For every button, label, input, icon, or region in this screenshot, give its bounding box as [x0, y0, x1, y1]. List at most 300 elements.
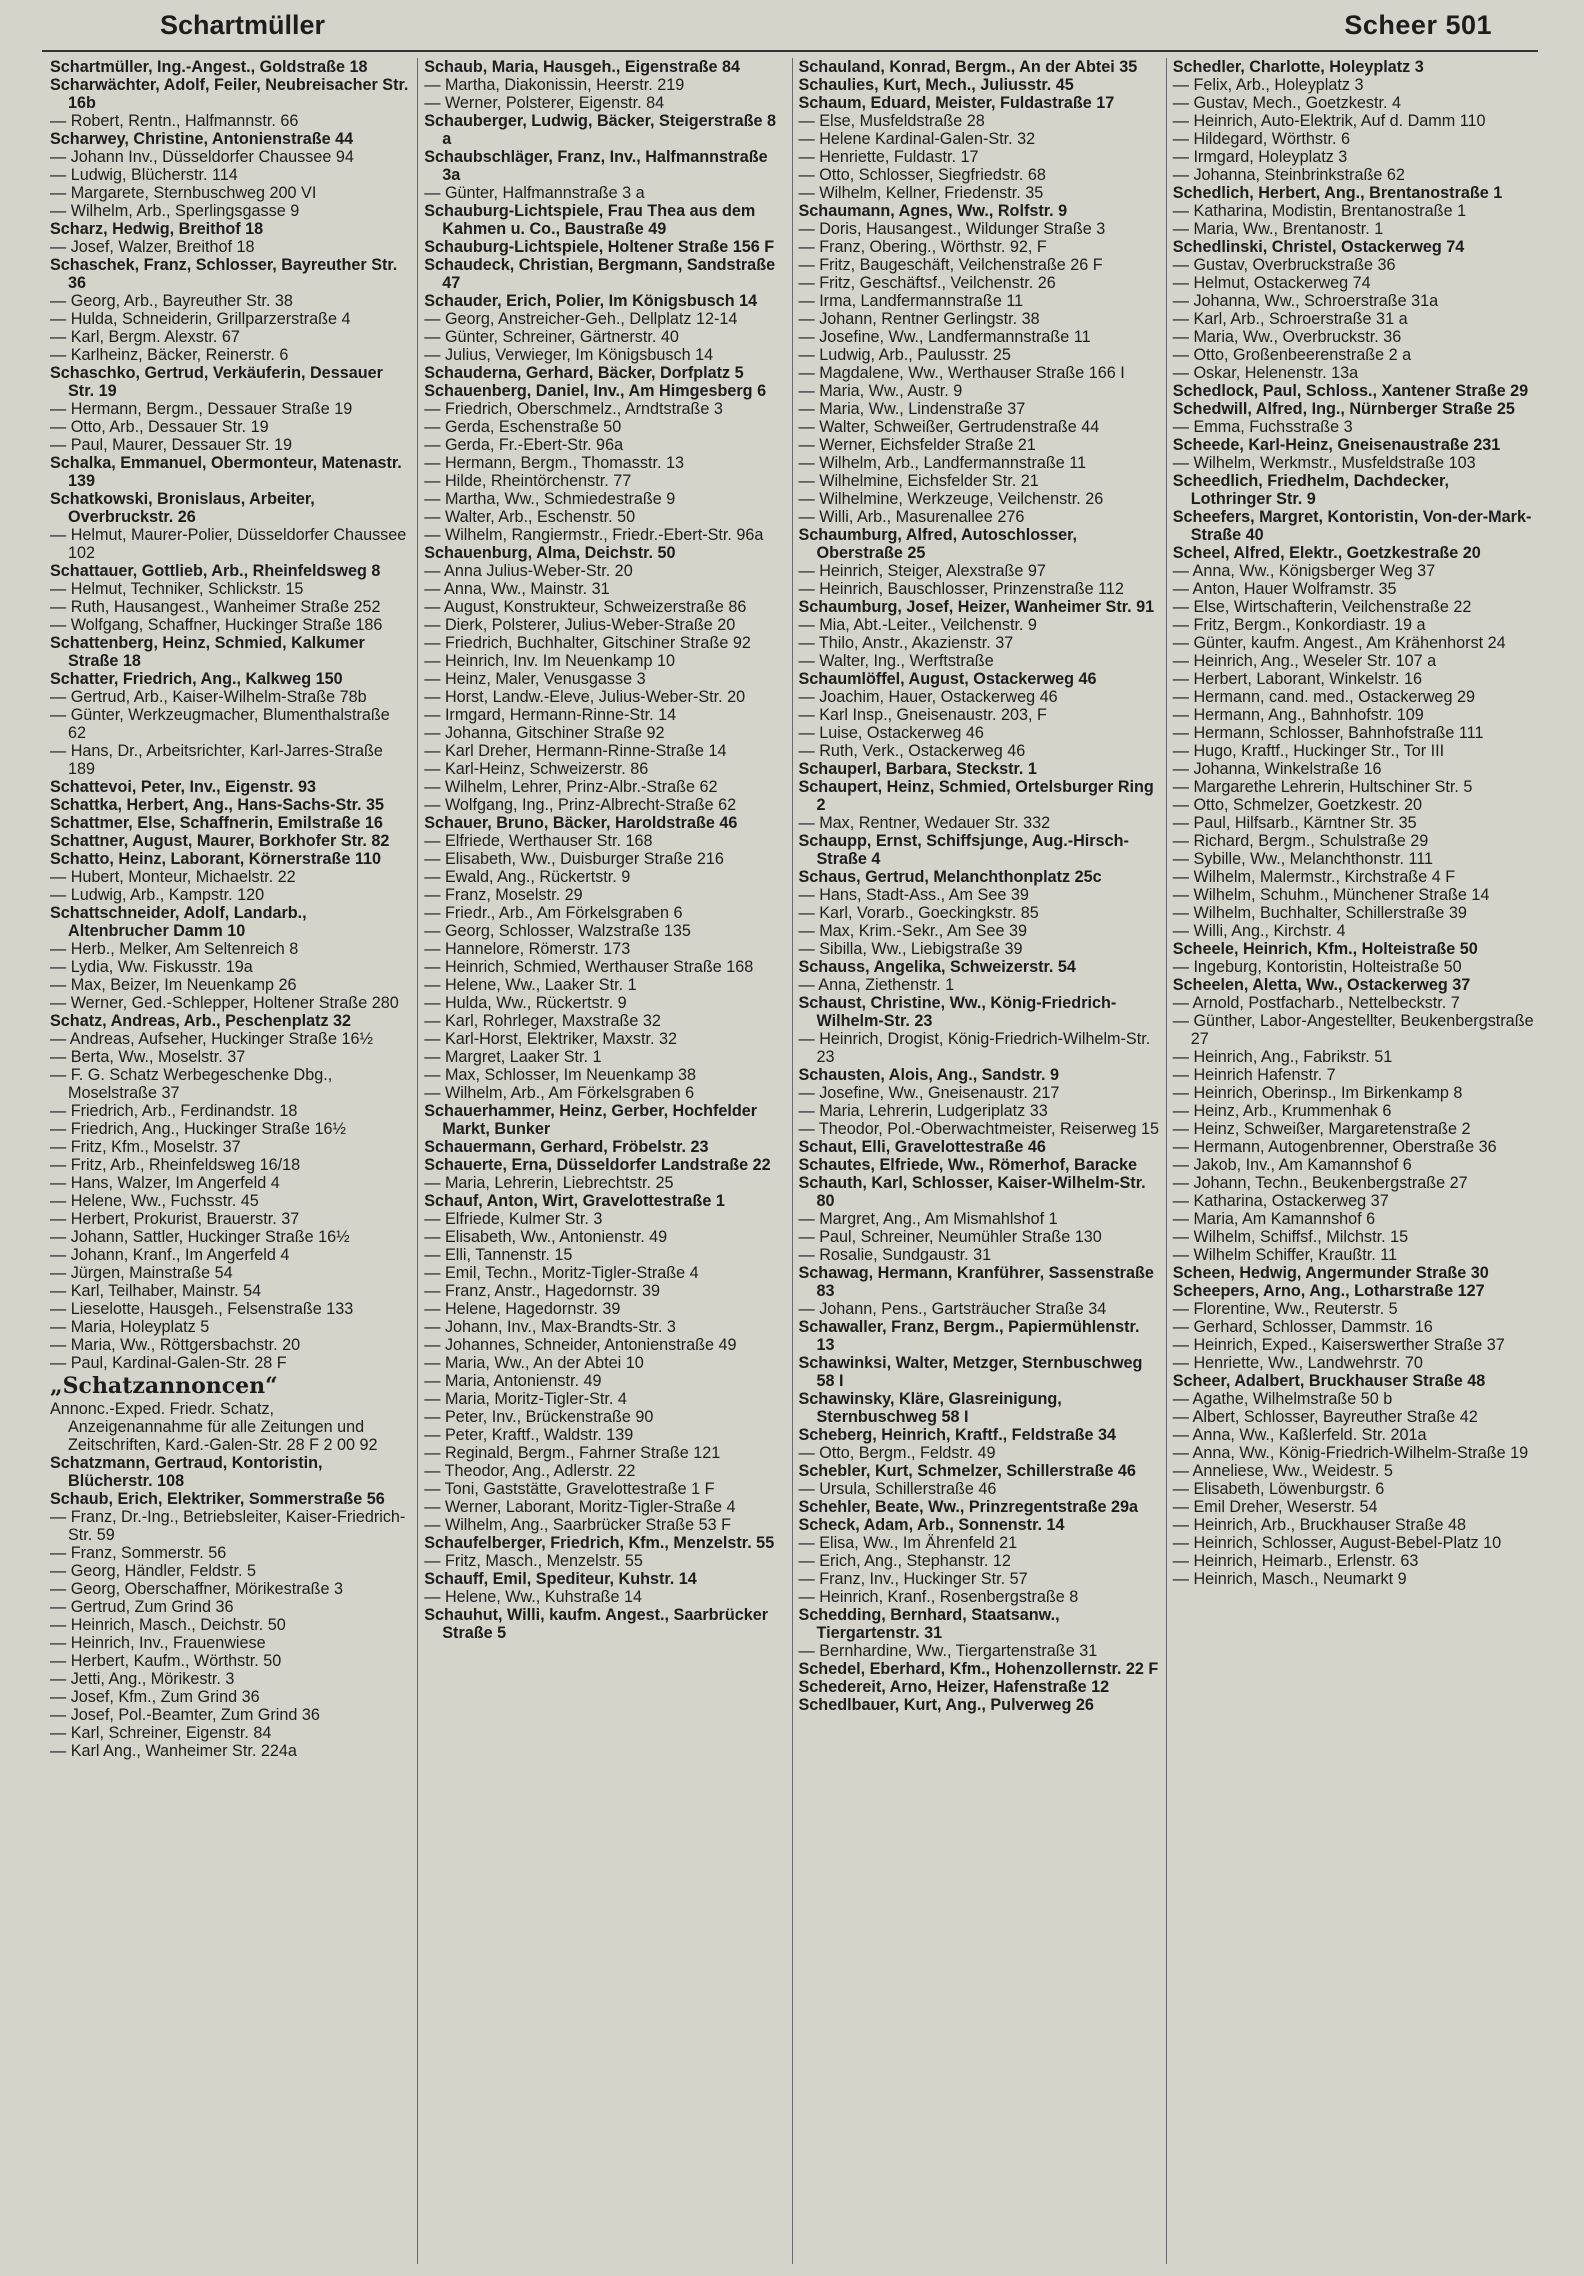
directory-sub-entry: — Wilhelm, Schiffsf., Milchstr. 15: [1173, 1228, 1534, 1246]
directory-entry: Schatto, Heinz, Laborant, Körnerstraße 110: [50, 850, 382, 868]
directory-sub-entry: — Karl, Schreiner, Eigenstr. 84: [50, 1724, 411, 1742]
directory-entry: Schaudeck, Christian, Bergmann, Sandstraße 47: [424, 256, 776, 292]
directory-sub-entry: — Ludwig, Arb., Kampstr. 120: [50, 886, 411, 904]
directory-sub-entry: — Helmut, Ostackerweg 74: [1173, 274, 1534, 292]
directory-sub-entry: — Herbert, Kaufm., Wörthstr. 50: [50, 1652, 411, 1670]
directory-entry: Schattmer, Else, Schaffnerin, Emilstraße 16: [50, 814, 383, 832]
directory-sub-entry: — Maria, Holeyplatz 5: [50, 1318, 411, 1336]
directory-entry: Schauland, Konrad, Bergm., An der Abtei 35: [798, 58, 1138, 76]
directory-sub-entry: — Sybille, Ww., Melanchthonstr. 111: [1173, 850, 1534, 868]
directory-sub-entry: — Willi, Arb., Masurenallee 276: [799, 508, 1160, 526]
directory-sub-entry: — Richard, Bergm., Schulstraße 29: [1173, 832, 1534, 850]
directory-entry: Schaschek, Franz, Schlosser, Bayreuther Str. 36: [50, 256, 398, 292]
directory-entry: Scheel, Alfred, Elektr., Goetzkestraße 20: [1172, 544, 1481, 562]
directory-sub-entry: — Hubert, Monteur, Michaelstr. 22: [50, 868, 411, 886]
directory-entry: Schauderna, Gerhard, Bäcker, Dorfplatz 5: [424, 364, 744, 382]
directory-sub-entry: — Toni, Gaststätte, Gravelottestraße 1 F: [424, 1480, 785, 1498]
directory-sub-entry: — Hans, Walzer, Im Angerfeld 4: [50, 1174, 411, 1192]
directory-sub-entry: — Josef, Kfm., Zum Grind 36: [50, 1688, 411, 1706]
directory-sub-entry: — Johann, Kranf., Im Angerfeld 4: [50, 1246, 411, 1264]
directory-sub-entry: — Franz, Obering., Wörthstr. 92, F: [799, 238, 1160, 256]
directory-sub-entry: — Georg, Oberschaffner, Mörikestraße 3: [50, 1580, 411, 1598]
directory-entry: Scheen, Hedwig, Angermunder Straße 30: [1172, 1264, 1489, 1282]
directory-entry: Schedlich, Herbert, Ang., Brentanostraße 1: [1172, 184, 1503, 202]
column-4: [1167, 58, 1540, 2264]
directory-sub-entry: — Maria, Ww., Overbruckstr. 36: [1173, 328, 1534, 346]
directory-sub-entry: — Maria, Ww., Austr. 9: [799, 382, 1160, 400]
directory-sub-entry: — Maria, Lehrerin, Ludgeriplatz 33: [799, 1102, 1160, 1120]
directory-sub-entry: — Wilhelm, Kellner, Friedenstr. 35: [799, 184, 1160, 202]
directory-sub-entry: — Jürgen, Mainstraße 54: [50, 1264, 411, 1282]
directory-sub-entry: — Karl, Vorarb., Goeckingkstr. 85: [799, 904, 1160, 922]
directory-sub-entry: — Heinrich, Masch., Neumarkt 9: [1173, 1570, 1534, 1588]
directory-sub-entry: — Anneliese, Ww., Weidestr. 5: [1173, 1462, 1534, 1480]
directory-sub-entry: — Anna Julius-Weber-Str. 20: [424, 562, 785, 580]
directory-sub-entry: — Maria, Ww., Lindenstraße 37: [799, 400, 1160, 418]
directory-sub-entry: — Anna, Ziethenstr. 1: [799, 976, 1160, 994]
directory-sub-entry: — Hermann, Ang., Bahnhofstr. 109: [1173, 706, 1534, 724]
directory-sub-entry: — Theodor, Ang., Adlerstr. 22: [424, 1462, 785, 1480]
directory-sub-entry: — Henriette, Ww., Landwehrstr. 70: [1173, 1354, 1534, 1372]
directory-sub-entry: — Heinrich, Exped., Kaiserswerther Straße 37: [1173, 1336, 1534, 1354]
directory-sub-entry: — Margret, Ang., Am Mismahlshof 1: [799, 1210, 1160, 1228]
directory-entry: Scheede, Karl-Heinz, Gneisenaustraße 231: [1172, 436, 1501, 454]
directory-entry: Schaumann, Agnes, Ww., Rolfstr. 9: [798, 202, 1068, 220]
directory-sub-entry: — Wilhelm, Ang., Saarbrücker Straße 53 F: [424, 1516, 785, 1534]
directory-sub-entry: — Maria, Ww., An der Abtei 10: [424, 1354, 785, 1372]
directory-sub-entry: — Friedrich, Arb., Ferdinandstr. 18: [50, 1102, 411, 1120]
directory-entry: Schedel, Eberhard, Kfm., Hohenzollernstr. 22 F: [798, 1660, 1159, 1678]
directory-entry: Schattschneider, Adolf, Landarb., Altenbrucher Damm 10: [50, 904, 307, 940]
directory-sub-entry: — Rosalie, Sundgaustr. 31: [799, 1246, 1160, 1264]
directory-entry: Schauberger, Ludwig, Bäcker, Steigerstraße 8 a: [424, 112, 777, 148]
directory-sub-entry: — Ruth, Verk., Ostackerweg 46: [799, 742, 1160, 760]
directory-sub-entry: — Hildegard, Wörthstr. 6: [1173, 130, 1534, 148]
directory-sub-entry: — Franz, Sommerstr. 56: [50, 1544, 411, 1562]
directory-sub-entry: — Lydia, Ww. Fiskusstr. 19a: [50, 958, 411, 976]
directory-sub-entry: — Max, Krim.-Sekr., Am See 39: [799, 922, 1160, 940]
directory-sub-entry: — Hugo, Kraftf., Huckinger Str., Tor III: [1173, 742, 1534, 760]
directory-sub-entry: — Wilhelm, Arb., Am Förkelsgraben 6: [424, 1084, 785, 1102]
directory-entry: Scharz, Hedwig, Breithof 18: [50, 220, 264, 238]
directory-sub-entry: — Ruth, Hausangest., Wanheimer Straße 252: [50, 598, 411, 616]
directory-sub-entry: — Helene, Ww., Fuchsstr. 45: [50, 1192, 411, 1210]
directory-entry: Schaub, Maria, Hausgeh., Eigenstraße 84: [424, 58, 741, 76]
directory-sub-entry: — F. G. Schatz Werbegeschenke Dbg., Moselstraße 37: [50, 1066, 411, 1102]
directory-sub-entry: — Wolfgang, Schaffner, Huckinger Straße 186: [50, 616, 411, 634]
page-header: [0, 0, 1584, 52]
directory-sub-entry: — Margret, Laaker Str. 1: [424, 1048, 785, 1066]
directory-entry: Schattka, Herbert, Ang., Hans-Sachs-Str. 35: [50, 796, 385, 814]
directory-entry: Schaub, Erich, Elektriker, Sommerstraße 56: [50, 1490, 385, 1508]
directory-sub-entry: — Günter, Schreiner, Gärtnerstr. 40: [424, 328, 785, 346]
directory-sub-entry: — Helene, Ww., Laaker Str. 1: [424, 976, 785, 994]
directory-sub-entry: — Günter, Halfmannstraße 3 a: [424, 184, 785, 202]
directory-entry: Schauerte, Erna, Düsseldorfer Landstraße 22: [424, 1156, 771, 1174]
directory-entry: Scheberg, Heinrich, Kraftf., Feldstraße 34: [798, 1426, 1117, 1444]
directory-sub-entry: — Otto, Bergm., Feldstr. 49: [799, 1444, 1160, 1462]
directory-sub-entry: — Gustav, Mech., Goetzkestr. 4: [1173, 94, 1534, 112]
directory-entry: Schauss, Angelika, Schweizerstr. 54: [798, 958, 1076, 976]
directory-sub-entry: — Helene, Ww., Kuhstraße 14: [424, 1588, 785, 1606]
directory-sub-entry: — Heinrich, Schmied, Werthauser Straße 168: [424, 958, 785, 976]
directory-sub-entry: — Johannes, Schneider, Antonienstraße 49: [424, 1336, 785, 1354]
directory-sub-entry: — Anton, Hauer Wolframstr. 35: [1173, 580, 1534, 598]
header-last-name-page-number: Scheer 501: [1344, 10, 1492, 40]
directory-sub-entry: — Else, Musfeldstraße 28: [799, 112, 1160, 130]
directory-entry: Schatzmann, Gertraud, Kontoristin, Blücherstr. 108: [50, 1454, 323, 1490]
directory-entry: Scheer, Adalbert, Bruckhauser Straße 48: [1172, 1372, 1486, 1390]
directory-sub-entry: — Georg, Anstreicher-Geh., Dellplatz 12-14: [424, 310, 785, 328]
directory-sub-entry: — Karl, Bergm. Alexstr. 67: [50, 328, 411, 346]
directory-entry: Schalka, Emmanuel, Obermonteur, Matenastr. 139: [50, 454, 402, 490]
directory-sub-entry: — Karl, Arb., Schroerstraße 31 a: [1173, 310, 1534, 328]
directory-sub-entry: — Agathe, Wilhelmstraße 50 b: [1173, 1390, 1534, 1408]
directory-entry: Schedding, Bernhard, Staatsanw., Tiergartenstr. 31: [798, 1606, 1060, 1642]
directory-entry: Schawag, Hermann, Kranführer, Sassenstraße 83: [798, 1264, 1154, 1300]
directory-entry: Schattner, August, Maurer, Borkhofer Str. 82: [50, 832, 390, 850]
directory-sub-entry: — Arnold, Postfacharb., Nettelbeckstr. 7: [1173, 994, 1534, 1012]
directory-entry: Schattenberg, Heinz, Schmied, Kalkumer Straße 18: [50, 634, 365, 670]
directory-entry: Scheele, Heinrich, Kfm., Holteistraße 50: [1172, 940, 1478, 958]
directory-sub-entry: — Heinrich, Kranf., Rosenbergstraße 8: [799, 1588, 1160, 1606]
directory-sub-entry: — Elli, Tannenstr. 15: [424, 1246, 785, 1264]
directory-entry: Schedereit, Arno, Heizer, Hafenstraße 12: [798, 1678, 1110, 1696]
directory-entry: Schauer, Bruno, Bäcker, Haroldstraße 46: [424, 814, 738, 832]
directory-sub-entry: — Werner, Eichsfelder Straße 21: [799, 436, 1160, 454]
directory-entry: Schatz, Andreas, Arb., Peschenplatz 32: [50, 1012, 352, 1030]
directory-entry: Schaubschläger, Franz, Inv., Halfmannstraße 3a: [424, 148, 768, 184]
directory-sub-entry: — Herbert, Laborant, Winkelstr. 16: [1173, 670, 1534, 688]
directory-sub-entry: — Elisabeth, Ww., Duisburger Straße 216: [424, 850, 785, 868]
directory-entry: Schedwill, Alfred, Ing., Nürnberger Straße 25: [1172, 400, 1515, 418]
directory-sub-entry: — Paul, Schreiner, Neumühler Straße 130: [799, 1228, 1160, 1246]
directory-sub-entry: — Martha, Diakonissin, Heerstr. 219: [424, 76, 785, 94]
directory-sub-entry: — Gerda, Fr.-Ebert-Str. 96a: [424, 436, 785, 454]
directory-sub-entry: — Max, Beizer, Im Neuenkamp 26: [50, 976, 411, 994]
directory-sub-entry: — Heinrich, Heimarb., Erlenstr. 63: [1173, 1552, 1534, 1570]
directory-entry: Schedler, Charlotte, Holeyplatz 3: [1172, 58, 1424, 76]
directory-sub-entry: — Hilde, Rheintörchenstr. 77: [424, 472, 785, 490]
directory-entry: Schauerhammer, Heinz, Gerber, Hochfelder Markt, Bunker: [424, 1102, 758, 1138]
directory-sub-entry: — Wolfgang, Ing., Prinz-Albrecht-Straße 62: [424, 796, 785, 814]
directory-sub-entry: — Elfriede, Kulmer Str. 3: [424, 1210, 785, 1228]
directory-entry: Schehler, Beate, Ww., Prinzregentstraße 29a: [798, 1498, 1138, 1516]
directory-sub-entry: — Franz, Dr.-Ing., Betriebsleiter, Kaiser-Friedrich-Str. 59: [50, 1508, 411, 1544]
directory-entry: Schaschko, Gertrud, Verkäuferin, Dessauer Str. 19: [50, 364, 383, 400]
directory-sub-entry: — Wilhelm, Arb., Sperlingsgasse 9: [50, 202, 411, 220]
directory-entry: Scheepers, Arno, Ang., Lotharstraße 127: [1172, 1282, 1485, 1300]
directory-sub-entry: — Otto, Großenbeerenstraße 2 a: [1173, 346, 1534, 364]
directory-sub-entry: — Hermann, Schlosser, Bahnhofstraße 111: [1173, 724, 1534, 742]
directory-sub-entry: — Maria, Lehrerin, Liebrechtstr. 25: [424, 1174, 785, 1192]
directory-sub-entry: — Gerhard, Schlosser, Dammstr. 16: [1173, 1318, 1534, 1336]
directory-sub-entry: — Heinrich, Oberinsp., Im Birkenkamp 8: [1173, 1084, 1534, 1102]
directory-sub-entry: — Fritz, Geschäftsf., Veilchenstr. 26: [799, 274, 1160, 292]
directory-sub-entry: — Karl, Teilhaber, Mainstr. 54: [50, 1282, 411, 1300]
directory-sub-entry: — Werner, Polsterer, Eigenstr. 84: [424, 94, 785, 112]
directory-sub-entry: — Maria, Ww., Röttgersbachstr. 20: [50, 1336, 411, 1354]
directory-sub-entry: — Günter, Werkzeugmacher, Blumenthalstraße 62: [50, 706, 411, 742]
directory-sub-entry: — Otto, Schmelzer, Goetzkestr. 20: [1173, 796, 1534, 814]
directory-sub-entry: — Sibilla, Ww., Liebigstraße 39: [799, 940, 1160, 958]
directory-sub-entry: — Helmut, Techniker, Schlickstr. 15: [50, 580, 411, 598]
directory-entry: Schauder, Erich, Polier, Im Königsbusch 14: [424, 292, 758, 310]
directory-entry: Schauff, Emil, Spediteur, Kuhstr. 14: [424, 1570, 697, 1588]
directory-sub-entry: — Hannelore, Römerstr. 173: [424, 940, 785, 958]
directory-sub-entry: — Dierk, Polsterer, Julius-Weber-Straße 20: [424, 616, 785, 634]
directory-sub-entry: — Erich, Ang., Stephanstr. 12: [799, 1552, 1160, 1570]
directory-sub-entry: — Bernhardine, Ww., Tiergartenstraße 31: [799, 1642, 1160, 1660]
directory-entry: Schautes, Elfriede, Ww., Römerhof, Baracke: [798, 1156, 1138, 1174]
directory-sub-entry: — Johanna, Winkelstraße 16: [1173, 760, 1534, 778]
directory-sub-entry: — Fritz, Masch., Menzelstr. 55: [424, 1552, 785, 1570]
directory-sub-entry: — Elisabeth, Löwenburgstr. 6: [1173, 1480, 1534, 1498]
directory-sub-entry: — Werner, Ged.-Schlepper, Holtener Straße 280: [50, 994, 411, 1012]
directory-sub-entry: — Hermann, Autogenbrenner, Oberstraße 36: [1173, 1138, 1534, 1156]
directory-sub-entry: — Paul, Hilfsarb., Kärntner Str. 35: [1173, 814, 1534, 832]
directory-sub-entry: — Fritz, Kfm., Moselstr. 37: [50, 1138, 411, 1156]
directory-sub-entry: — Franz, Moselstr. 29: [424, 886, 785, 904]
directory-sub-entry: — Karl, Rohrleger, Maxstraße 32: [424, 1012, 785, 1030]
advertisement-title: „Schatzannoncen“: [50, 1373, 278, 1399]
directory-sub-entry: — Andreas, Aufseher, Huckinger Straße 16½: [50, 1030, 411, 1048]
directory-sub-entry: — Elisabeth, Ww., Antonienstr. 49: [424, 1228, 785, 1246]
directory-sub-entry: — Friedrich, Buchhalter, Gitschiner Straße 92: [424, 634, 785, 652]
directory-sub-entry: — Wilhelm, Rangiermstr., Friedr.-Ebert-Str. 96a: [424, 526, 785, 544]
directory-sub-entry: — Fritz, Bergm., Konkordiastr. 19 a: [1173, 616, 1534, 634]
directory-sub-entry: — Hermann, Bergm., Thomasstr. 13: [424, 454, 785, 472]
directory-sub-entry: — Else, Wirtschafterin, Veilchenstraße 22: [1173, 598, 1534, 616]
directory-sub-entry: — Johanna, Gitschiner Straße 92: [424, 724, 785, 742]
directory-sub-entry: — Gustav, Overbruckstraße 36: [1173, 256, 1534, 274]
directory-sub-entry: — Ludwig, Blücherstr. 114: [50, 166, 411, 184]
directory-sub-entry: — Maria, Antonienstr. 49: [424, 1372, 785, 1390]
directory-sub-entry: — Elfriede, Werthauser Str. 168: [424, 832, 785, 850]
directory-sub-entry: — Helene, Hagedornstr. 39: [424, 1300, 785, 1318]
directory-sub-entry: — Herbert, Prokurist, Brauerstr. 37: [50, 1210, 411, 1228]
directory-sub-entry: — Emil, Techn., Moritz-Tigler-Straße 4: [424, 1264, 785, 1282]
column-3: [793, 58, 1167, 2264]
directory-sub-entry: — Helene Kardinal-Galen-Str. 32: [799, 130, 1160, 148]
directory-sub-entry: — Wilhelmine, Werkzeuge, Veilchenstr. 26: [799, 490, 1160, 508]
directory-sub-entry: — Maria, Ww., Brentanostr. 1: [1173, 220, 1534, 238]
directory-entry: Schattauer, Gottlieb, Arb., Rheinfeldsweg 8: [50, 562, 381, 580]
directory-entry: Schebler, Kurt, Schmelzer, Schillerstraße 46: [798, 1462, 1136, 1480]
directory-sub-entry: — Wilhelmine, Eichsfelder Str. 21: [799, 472, 1160, 490]
directory-entry: Schawinksi, Walter, Metzger, Sternbuschweg 58 I: [798, 1354, 1143, 1390]
directory-sub-entry: — Karl-Horst, Elektriker, Maxstr. 32: [424, 1030, 785, 1048]
directory-sub-entry: — Heinrich, Steiger, Alexstraße 97: [799, 562, 1160, 580]
directory-entry: Schedlbauer, Kurt, Ang., Pulverweg 26: [798, 1696, 1094, 1714]
directory-sub-entry: — Magdalene, Ww., Werthauser Straße 166 I: [799, 364, 1160, 382]
directory-sub-entry: — Thilo, Anstr., Akazienstr. 37: [799, 634, 1160, 652]
directory-sub-entry: — Georg, Händler, Feldstr. 5: [50, 1562, 411, 1580]
directory-sub-entry: — Josefine, Ww., Gneisenaustr. 217: [799, 1084, 1160, 1102]
directory-sub-entry: — Horst, Landw.-Eleve, Julius-Weber-Str. 20: [424, 688, 785, 706]
directory-sub-entry: — Hans, Dr., Arbeitsrichter, Karl-Jarres-Straße 189: [50, 742, 411, 778]
header-first-name: Schartmüller: [160, 10, 326, 40]
directory-sub-entry: — Josef, Walzer, Breithof 18: [50, 238, 411, 256]
directory-sub-entry: — Gerda, Eschenstraße 50: [424, 418, 785, 436]
directory-sub-entry: — Willi, Ang., Kirchstr. 4: [1173, 922, 1534, 940]
directory-entry: Schawinsky, Kläre, Glasreinigung, Sternbuschweg 58 I: [798, 1390, 1062, 1426]
directory-sub-entry: — Gertrud, Zum Grind 36: [50, 1598, 411, 1616]
directory-sub-entry: — Luise, Ostackerweg 46: [799, 724, 1160, 742]
directory-sub-entry: — Johanna, Steinbrinkstraße 62: [1173, 166, 1534, 184]
column-2: [418, 58, 792, 2264]
directory-sub-entry: — Johann, Sattler, Huckinger Straße 16½: [50, 1228, 411, 1246]
directory-entry: Scheefers, Margret, Kontoristin, Von-der-Mark-Straße 40: [1172, 508, 1532, 544]
directory-sub-entry: — Berta, Ww., Moselstr. 37: [50, 1048, 411, 1066]
directory-sub-entry: — Wilhelm, Buchhalter, Schillerstraße 39: [1173, 904, 1534, 922]
directory-sub-entry: — Heinrich, Bauschlosser, Prinzenstraße 112: [799, 580, 1160, 598]
directory-sub-entry: — Josef, Pol.-Beamter, Zum Grind 36: [50, 1706, 411, 1724]
directory-sub-entry: — Wilhelm, Malermstr., Kirchstraße 4 F: [1173, 868, 1534, 886]
directory-sub-entry: — Heinrich, Schlosser, August-Bebel-Platz 10: [1173, 1534, 1534, 1552]
directory-sub-entry: — Anna, Ww., Mainstr. 31: [424, 580, 785, 598]
directory-entry: Schauburg-Lichtspiele, Frau Thea aus dem Kahmen u. Co., Baustraße 49: [424, 202, 756, 238]
directory-sub-entry: — Werner, Laborant, Moritz-Tigler-Straße 4: [424, 1498, 785, 1516]
directory-entry: Schauth, Karl, Schlosser, Kaiser-Wilhelm-Str. 80: [798, 1174, 1146, 1210]
directory-sub-entry: — Reginald, Bergm., Fahrner Straße 121: [424, 1444, 785, 1462]
directory-sub-entry: — Anna, Ww., Kaßlerfeld. Str. 201a: [1173, 1426, 1534, 1444]
directory-sub-entry: — Friedrich, Oberschmelz., Arndtstraße 3: [424, 400, 785, 418]
directory-entry: Schaum, Eduard, Meister, Fuldastraße 17: [798, 94, 1115, 112]
directory-sub-entry: — Joachim, Hauer, Ostackerweg 46: [799, 688, 1160, 706]
directory-sub-entry: — Albert, Schlosser, Bayreuther Straße 42: [1173, 1408, 1534, 1426]
directory-sub-entry: — Hulda, Ww., Rückertstr. 9: [424, 994, 785, 1012]
directory-sub-entry: — Franz, Inv., Huckinger Str. 57: [799, 1570, 1160, 1588]
directory-entry: Schaufelberger, Friedrich, Kfm., Menzelstr. 55: [424, 1534, 775, 1552]
directory-sub-entry: — Karlheinz, Bäcker, Reinerstr. 6: [50, 346, 411, 364]
directory-sub-entry: — Paul, Maurer, Dessauer Str. 19: [50, 436, 411, 454]
directory-sub-entry: — Henriette, Fuldastr. 17: [799, 148, 1160, 166]
directory-sub-entry: — Elisa, Ww., Im Ährenfeld 21: [799, 1534, 1160, 1552]
directory-entry: Schauf, Anton, Wirt, Gravelottestraße 1: [424, 1192, 725, 1210]
directory-sub-entry: — Karl Insp., Gneisenaustr. 203, F: [799, 706, 1160, 724]
directory-sub-entry: — August, Konstrukteur, Schweizerstraße 86: [424, 598, 785, 616]
directory-sub-entry: — Felix, Arb., Holeyplatz 3: [1173, 76, 1534, 94]
directory-entry: Schauermann, Gerhard, Fröbelstr. 23: [424, 1138, 709, 1156]
directory-sub-entry: — Fritz, Baugeschäft, Veilchenstraße 26 F: [799, 256, 1160, 274]
directory-sub-entry: — Walter, Schweißer, Gertrudenstraße 44: [799, 418, 1160, 436]
directory-sub-entry: — Margarethe Lehrerin, Hultschiner Str. 5: [1173, 778, 1534, 796]
directory-sub-entry: — Max, Schlosser, Im Neuenkamp 38: [424, 1066, 785, 1084]
column-1: [44, 58, 418, 2264]
directory-sub-entry: — Heinrich, Auto-Elektrik, Auf d. Damm 110: [1173, 112, 1534, 130]
directory-sub-entry: — Wilhelm, Lehrer, Prinz-Albr.-Straße 62: [424, 778, 785, 796]
directory-sub-entry: — Mia, Abt.-Leiter., Veilchenstr. 9: [799, 616, 1160, 634]
directory-sub-entry: — Heinrich, Inv. Im Neuenkamp 10: [424, 652, 785, 670]
directory-sub-entry: — Irmgard, Holeyplatz 3: [1173, 148, 1534, 166]
directory-sub-entry: — Julius, Verwieger, Im Königsbusch 14: [424, 346, 785, 364]
directory-sub-entry: — Martha, Ww., Schmiedestraße 9: [424, 490, 785, 508]
directory-sub-entry: — Otto, Arb., Dessauer Str. 19: [50, 418, 411, 436]
directory-sub-entry: — Heinrich, Ang., Fabrikstr. 51: [1173, 1048, 1534, 1066]
directory-sub-entry: — Georg, Arb., Bayreuther Str. 38: [50, 292, 411, 310]
directory-sub-entry: — Franz, Anstr., Hagedornstr. 39: [424, 1282, 785, 1300]
directory-columns: [44, 58, 1540, 2264]
header-rule: [42, 50, 1538, 52]
directory-sub-entry: — Emil Dreher, Weserstr. 54: [1173, 1498, 1534, 1516]
directory-sub-entry: — Irma, Landfermannstraße 11: [799, 292, 1160, 310]
directory-sub-entry: — Friedrich, Ang., Huckinger Straße 16½: [50, 1120, 411, 1138]
directory-sub-entry: — Theodor, Pol.-Oberwachtmeister, Reiserweg 15: [799, 1120, 1160, 1138]
directory-sub-entry: — Heinz, Arb., Krummenhak 6: [1173, 1102, 1534, 1120]
directory-sub-entry: — Walter, Arb., Eschenstr. 50: [424, 508, 785, 526]
directory-entry: Schaulies, Kurt, Mech., Juliusstr. 45: [798, 76, 1074, 94]
directory-sub-entry: — Oskar, Helenenstr. 13a: [1173, 364, 1534, 382]
directory-entry: Schausten, Alois, Ang., Sandstr. 9: [798, 1066, 1060, 1084]
directory-sub-entry: — Heinz, Maler, Venusgasse 3: [424, 670, 785, 688]
directory-sub-entry: — Günter, kaufm. Angest., Am Krähenhorst 24: [1173, 634, 1534, 652]
directory-sub-entry: — Max, Rentner, Wedauer Str. 332: [799, 814, 1160, 832]
directory-sub-entry: — Hulda, Schneiderin, Grillparzerstraße 4: [50, 310, 411, 328]
directory-sub-entry: — Heinz, Schweißer, Margaretenstraße 2: [1173, 1120, 1534, 1138]
directory-entry: Schartmüller, Ing.-Angest., Goldstraße 18: [50, 58, 368, 76]
directory-sub-entry: — Margarete, Sternbuschweg 200 VI: [50, 184, 411, 202]
directory-sub-entry: — Florentine, Ww., Reuterstr. 5: [1173, 1300, 1534, 1318]
directory-sub-entry: — Irmgard, Hermann-Rinne-Str. 14: [424, 706, 785, 724]
directory-entry: Scheck, Adam, Arb., Sonnenstr. 14: [798, 1516, 1065, 1534]
directory-sub-entry: — Johann, Techn., Beukenbergstraße 27: [1173, 1174, 1534, 1192]
directory-sub-entry: — Paul, Kardinal-Galen-Str. 28 F: [50, 1354, 411, 1372]
directory-entry: Schaut, Elli, Gravelottestraße 46: [798, 1138, 1046, 1156]
directory-sub-entry: — Heinrich, Inv., Frauenwiese: [50, 1634, 411, 1652]
directory-sub-entry: — Ewald, Ang., Rückertstr. 9: [424, 868, 785, 886]
directory-entry: Schatter, Friedrich, Ang., Kalkweg 150: [50, 670, 343, 688]
directory-sub-entry: — Ursula, Schillerstraße 46: [799, 1480, 1160, 1498]
directory-sub-entry: — Wilhelm, Schuhm., Münchener Straße 14: [1173, 886, 1534, 904]
directory-sub-entry: — Wilhelm Schiffer, Kraußtr. 11: [1173, 1246, 1534, 1264]
directory-entry: Schauhut, Willi, kaufm. Angest., Saarbrücker Straße 5: [424, 1606, 769, 1642]
directory-sub-entry: — Johann, Rentner Gerlingstr. 38: [799, 310, 1160, 328]
directory-sub-entry: — Walter, Ing., Werftstraße: [799, 652, 1160, 670]
directory-sub-entry: — Emma, Fuchsstraße 3: [1173, 418, 1534, 436]
directory-sub-entry: — Lieselotte, Hausgeh., Felsenstraße 133: [50, 1300, 411, 1318]
directory-sub-entry: — Heinrich, Ang., Weseler Str. 107 a: [1173, 652, 1534, 670]
directory-sub-entry: — Hans, Stadt-Ass., Am See 39: [799, 886, 1160, 904]
directory-sub-entry: — Peter, Kraftf., Waldstr. 139: [424, 1426, 785, 1444]
directory-entry: Scheelen, Aletta, Ww., Ostackerweg 37: [1172, 976, 1471, 994]
directory-sub-entry: — Maria, Am Kamannshof 6: [1173, 1210, 1534, 1228]
directory-sub-entry: — Robert, Rentn., Halfmannstr. 66: [50, 112, 411, 130]
directory-sub-entry: — Johann Inv., Düsseldorfer Chaussee 94: [50, 148, 411, 166]
directory-sub-entry: — Herb., Melker, Am Seltenreich 8: [50, 940, 411, 958]
directory-entry: Schauenberg, Daniel, Inv., Am Himgesberg 6: [424, 382, 767, 400]
directory-sub-entry: — Wilhelm, Arb., Landfermannstraße 11: [799, 454, 1160, 472]
directory-entry: Schaumburg, Josef, Heizer, Wanheimer Str. 91: [798, 598, 1155, 616]
directory-entry: Schaust, Christine, Ww., König-Friedrich-Wilhelm-Str. 23: [798, 994, 1117, 1030]
directory-sub-entry: Annonc.-Exped. Friedr. Schatz, Anzeigenannahme für alle Zeitungen und Zeitschriften, Kard.-Galen-Str. 28 F 2 00 92: [50, 1400, 378, 1454]
directory-entry: Schattevoi, Peter, Inv., Eigenstr. 93: [50, 778, 317, 796]
directory-sub-entry: — Karl Dreher, Hermann-Rinne-Straße 14: [424, 742, 785, 760]
directory-sub-entry: — Gertrud, Arb., Kaiser-Wilhelm-Straße 78b: [50, 688, 411, 706]
directory-entry: Schawaller, Franz, Bergm., Papiermühlenstr. 13: [798, 1318, 1140, 1354]
directory-entry: Scheedlich, Friedhelm, Dachdecker, Lothringer Str. 9: [1172, 472, 1449, 508]
directory-sub-entry: — Helmut, Maurer-Polier, Düsseldorfer Chaussee 102: [50, 526, 411, 562]
directory-sub-entry: — Hermann, cand. med., Ostackerweg 29: [1173, 688, 1534, 706]
directory-entry: Schauenburg, Alma, Deichstr. 50: [424, 544, 676, 562]
directory-sub-entry: — Johanna, Ww., Schroerstraße 31a: [1173, 292, 1534, 310]
directory-sub-entry: — Katharina, Ostackerweg 37: [1173, 1192, 1534, 1210]
directory-sub-entry: — Ludwig, Arb., Paulusstr. 25: [799, 346, 1160, 364]
directory-sub-entry: — Jetti, Ang., Mörikestr. 3: [50, 1670, 411, 1688]
directory-sub-entry: — Fritz, Arb., Rheinfeldsweg 16/18: [50, 1156, 411, 1174]
directory-sub-entry: — Johann, Pens., Gartsträucher Straße 34: [799, 1300, 1160, 1318]
directory-entry: Schedlock, Paul, Schloss., Xantener Straße 29: [1172, 382, 1529, 400]
